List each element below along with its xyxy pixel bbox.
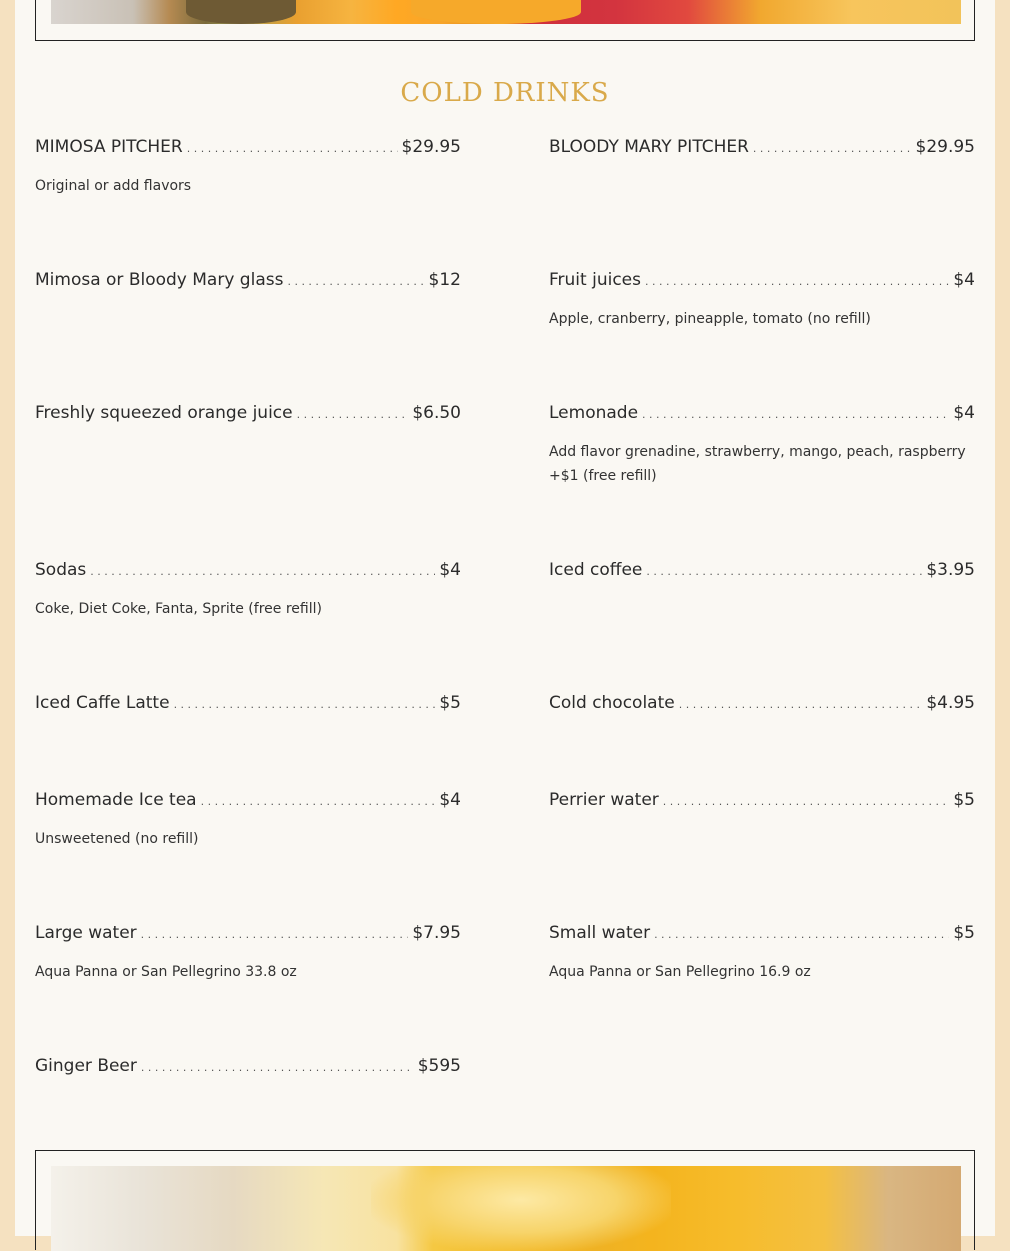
- menu-item: [549, 402, 975, 488]
- item-name: Large water: [35, 923, 137, 943]
- item-price: $4: [953, 403, 975, 423]
- dot-leader: [187, 138, 398, 160]
- menu-item: [35, 402, 461, 426]
- item-price: $5: [953, 923, 975, 943]
- item-name: Sodas: [35, 560, 87, 580]
- menu-item: [549, 559, 975, 583]
- orange-shape: [411, 0, 581, 24]
- menu-item: [35, 692, 461, 716]
- item-description: Aqua Panna or San Pellegrino 16.9 oz: [549, 964, 811, 980]
- menu-item: [35, 269, 461, 293]
- dot-leader: [174, 694, 436, 716]
- item-price: $4: [439, 560, 461, 580]
- item-price: $29.95: [401, 137, 461, 157]
- dot-leader: [679, 694, 923, 716]
- menu-item: [35, 1055, 461, 1079]
- menu-item: [549, 692, 975, 716]
- dot-leader: [645, 271, 949, 293]
- item-name: Small water: [549, 923, 651, 943]
- item-price: $5: [953, 790, 975, 810]
- item-price: $4: [953, 270, 975, 290]
- dot-leader: [141, 924, 409, 946]
- item-name: MIMOSA PITCHER: [35, 137, 183, 157]
- section-title: COLD DRINKS: [400, 78, 610, 108]
- item-price: $12: [428, 270, 461, 290]
- kiwi-shape: [186, 0, 296, 24]
- item-name: Lemonade: [549, 403, 639, 423]
- bottom-image-frame: [35, 1150, 975, 1250]
- item-description: Coke, Diet Coke, Fanta, Sprite (free refill): [35, 601, 322, 617]
- dot-leader: [297, 404, 409, 426]
- item-price: $29.95: [915, 137, 975, 157]
- dot-leader: [642, 404, 949, 426]
- item-price: $4: [439, 790, 461, 810]
- menu-item: [549, 136, 975, 160]
- dot-leader: [201, 791, 436, 813]
- item-name: Homemade Ice tea: [35, 790, 197, 810]
- item-price: $6.50: [412, 403, 461, 423]
- menu-item: [35, 559, 461, 621]
- dot-leader: [287, 271, 424, 293]
- dot-leader: [663, 791, 950, 813]
- item-name: Mimosa or Bloody Mary glass: [35, 270, 284, 290]
- menu-item: [35, 789, 461, 851]
- dot-leader: [646, 561, 922, 583]
- menu-item: [35, 136, 461, 198]
- item-price: $3.95: [926, 560, 975, 580]
- menu-item: [35, 922, 461, 984]
- dot-leader: [654, 924, 949, 946]
- item-price: $5: [439, 693, 461, 713]
- item-description: Original or add flavors: [35, 178, 192, 194]
- item-price: $595: [417, 1056, 461, 1076]
- item-name: Iced coffee: [549, 560, 643, 580]
- item-name: Freshly squeezed orange juice: [35, 403, 293, 423]
- menu-page: [15, 0, 995, 1236]
- item-name: Iced Caffe Latte: [35, 693, 170, 713]
- item-price: $7.95: [412, 923, 461, 943]
- top-image-frame: [35, 0, 975, 41]
- menu-item: [549, 269, 975, 331]
- item-name: Fruit juices: [549, 270, 641, 290]
- item-name: Ginger Beer: [35, 1056, 137, 1076]
- item-description: Add flavor grenadine, strawberry, mango, peach, raspberry +$1 (free refill): [549, 444, 966, 484]
- item-description: Apple, cranberry, pineapple, tomato (no refill): [549, 311, 871, 327]
- item-name: Cold chocolate: [549, 693, 675, 713]
- dot-leader: [141, 1057, 414, 1079]
- item-description: Unsweetened (no refill): [35, 831, 199, 847]
- menu-item: [549, 922, 975, 984]
- item-price: $4.95: [926, 693, 975, 713]
- citrus-fruits-photo: [51, 0, 961, 24]
- dot-leader: [753, 138, 912, 160]
- drink-jar-shape: [371, 1166, 671, 1251]
- item-description: Aqua Panna or San Pellegrino 33.8 oz: [35, 964, 297, 980]
- item-name: BLOODY MARY PITCHER: [549, 137, 749, 157]
- mango-drink-photo: [51, 1166, 961, 1251]
- menu-item: [549, 789, 975, 813]
- item-name: Perrier water: [549, 790, 659, 810]
- dot-leader: [90, 561, 435, 583]
